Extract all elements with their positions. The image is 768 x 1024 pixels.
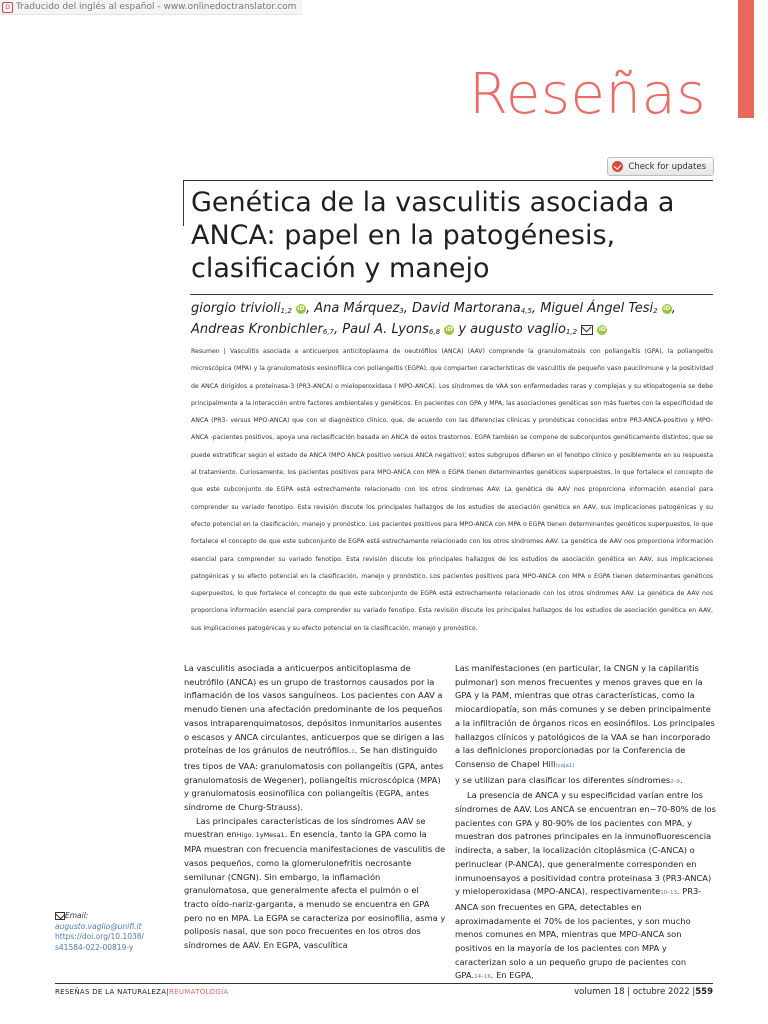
citation-link[interactable]: 14–16 <box>474 974 491 981</box>
author-name[interactable]: David Martorana <box>412 301 521 316</box>
body-text: La vasculitis asociada a anticuerpos anticitoplasma de neutrófilo (ANCA) es un grupo de trastornos causados por la inflamación de los vasos sanguíneos. Los pacientes con AAV a menudo tienen una afectación predominante de los pequeños vasos intraparenquimatosos, depósitos inmunitarios ausentes o escasos y ANCA circulantes, anticuerpos que se dirigen a las proteínas de los gránulos de neutrófilos. <box>184 663 445 756</box>
orcid-icon[interactable]: iD <box>297 304 305 312</box>
author-affiliation: 6,8 <box>428 328 441 336</box>
body-paragraph: Las manifestaciones (en particular, la CNGN y la capilaritis pulmonar) son menos frecuentes y menos graves que en la GPA y la PAM, mientras que otras características, como la miocardiopatía, son más comunes y se deben principalmente a la infiltración de órganos ricos en eosinófilos. Los principales hallazgos clínicos y patológicos de la VAA se han incorporado a las definiciones proporcionadas por la Conferencia de Consenso de Chapel Hill(caja1) y se utilizan para clasificar los diferentes síndromes2–9. <box>455 663 715 785</box>
orcid-icon[interactable]: iD <box>663 304 671 312</box>
body-text: . En EGPA, <box>490 970 534 981</box>
author-name[interactable]: Paul A. Lyons <box>342 322 429 337</box>
abstract: Resumen | Vasculitis asociada a anticuerpos anticitoplasma de neutrófilos (ANCA) (AAV) comprende la granulomatosis con poliangeítis (GPA), la poliangeítis microscópica (MPA) y la granulomatosis eosinofílica con poliangeítis (EGPA), que comparten características de vasculitis de pequeño vaso paucilnmune y la positividad de ANCA dirigidos a proteinasa-3 (PR3-ANCA) o mieloperoxidasa ( MPO-ANCA). Los síndromes de VAA son enfermedades raras y complejas y su etiopatogenia se debe principalmente a la interacción entre factores ambientales y genéticos. En pacientes con GPA y MPA, las asociaciones genéticas son más fuertes con la especificidad de ANCA (PR3- versus MPO-ANCA) que con el diagnóstico clínico, que, de acuerdo con las diferencias clínicas y pronósticas conocidas entre PR3-ANCA-positivo y MPO-ANCA -pacientes positivos, apoya una reclasificación basada en ANCA de estos trastornos. EGPA también se compone de subconjuntos genéticamente distintos, que se puede estratificar según el estado de ANCA (MPO ANCA positivo versus ANCA negativo); estos subgrupos difieren en el fenotipo clínico y posiblemente en su respuesta al tratamiento. Curiosamente, los pacientes positivos para MPO-ANCA con MPA o EGPA tienen determinantes genéticos superpuestos, lo que fortalece el concepto de que este subconjunto de EGPA está estrechamente relacionado con los otros síndromes AAV. La genética de AAV nos proporciona información esencial para comprender su variado fenotipo. Esta revisión discute los principales hallazgos de los estudios de asociación genética en AAV, sus implicaciones patogénicas y su efecto potencial en la clasificación, manejo y pronóstico. Los pacientes positivos para MPO-ANCA con MPA o EGPA tienen determinantes genéticos superpuestos, lo que fortalece el concepto de que este subconjunto de EGPA está estrechamente relacionado con los otros síndromes AAV. La genética de AAV nos proporciona información esencial para comprender su variado fenotipo. Esta revisión discute los principales hallazgos de los estudios de asociación genética en AAV, sus implicaciones patogénicas y su efecto potencial en la clasificación, manejo y pronóstico. Los pacientes positivos para MPO-ANCA con MPA o EGPA tienen determinantes genéticos superpuestos, lo que fortalece el concepto de que este subconjunto de EGPA está estrechamente relacionado con los otros síndromes AAV. La genética de AAV nos proporciona información esencial para comprender su variado fenotipo. Esta revisión discute los principales hallazgos de los estudios de asociación genética en AAV, sus implicaciones patogénicas y su efecto potencial en la clasificación, manejo y pronóstico. <box>191 348 713 632</box>
title-rule-top <box>183 180 713 181</box>
body-paragraph <box>455 789 717 985</box>
email-icon[interactable] <box>581 325 593 335</box>
footer-rule <box>55 983 713 984</box>
correspondence-block <box>55 911 165 953</box>
article-title: Genética de la vasculitis asociada a ANCA: papel en la patogénesis, clasificación y manejo <box>191 187 675 284</box>
title-rule-left <box>183 180 184 226</box>
section-title: Reseñas <box>469 62 706 127</box>
author-name[interactable]: giorgio trivioli <box>191 301 281 316</box>
issue-info: volumen 18 | octubre 2022 | <box>574 987 696 997</box>
check-for-updates-button[interactable] <box>607 157 714 176</box>
journal-name: RESEÑAS DE LA NATURALEZA <box>55 988 167 996</box>
check-updates-icon <box>612 161 623 172</box>
author-name[interactable]: Miguel Ángel Tesi <box>540 301 654 316</box>
footer-issue <box>574 987 713 997</box>
author-affiliation: 4,5 <box>520 307 532 315</box>
author-affiliation: 1,2 <box>565 328 578 336</box>
author-name[interactable]: Ana Márquez <box>314 301 400 316</box>
email-label: Email: <box>65 911 89 920</box>
email-line <box>55 911 165 922</box>
check-updates-label: Check for updates <box>628 161 706 172</box>
email-link[interactable]: augusto.vaglio@unifi.it <box>55 921 142 931</box>
author-name[interactable]: Andreas Kronbichler <box>191 322 323 337</box>
footer-journal <box>55 988 229 996</box>
email-icon <box>55 912 65 920</box>
body-text: Las manifestaciones (en particular, la CNGN y la capilaritis pulmonar) son menos frecuentes y menos graves que en la GPA y la PAM, mientras que otras características, como la miocardiopatía, son más comunes y se deben principalmente a la infiltración de órganos ricos en eosinófilos. Los principales hallazgos clínicos y patológicos de la VAA se han incorporado a las definiciones proporcionadas por la Conferencia de Consenso de Chapel Hill <box>455 663 715 769</box>
author-affiliation: 2 <box>653 307 658 315</box>
author-name[interactable]: y augusto vaglio <box>458 322 566 337</box>
banner-text: Traducido del inglés al español - www.onlinedoctranslator.com <box>16 2 297 12</box>
body-text: . En esencia, tanto la GPA como la MPA muestran con frecuencia manifestaciones de vasculitis de vasos pequeños, como la glomerulonefritis necrosante semilunar (CNGN). Sin embargo, la inflamación granulomatosa, que generalmente afecta el pulmón o el tracto oído-nariz-garganta, a menudo se encuentra en GPA pero no en MPA. La EGPA se caracteriza por eosinofilia, asma y poliposis nasal, que son poco frecuentes en los otros dos síndromes de AAV. En EGPA, vasculítica <box>184 829 446 951</box>
page-number: 559 <box>695 987 713 997</box>
orcid-icon[interactable]: iD <box>598 325 606 333</box>
body-column-right <box>455 662 717 985</box>
box-link[interactable]: (caja1) <box>555 762 575 769</box>
orcid-icon[interactable]: iD <box>445 325 453 333</box>
body-column-left <box>184 662 446 953</box>
body-text: Las principales características de los síndromes AAV se muestran en <box>184 815 426 840</box>
body-paragraph <box>184 662 446 815</box>
body-text: La presencia de ANCA y su especificidad varían entre los síndromes de AAV. Los ANCA se encuentran en~70-80% de los pacientes con GPA y 80-90% de los pacientes con MPA, y muestran dos patrones principales en la inmunofluorescencia indirecta, a saber, la localización citoplásmica (C-ANCA) o perinuclear (P-ANCA), que generalmente corresponden en inmunoensayos a positividad contra proteinasa 3 (PR3-ANCA) y mieloperoxidasa (MPO-ANCA), respectivamente <box>455 790 716 897</box>
author-list: giorgio trivioli$_{1,2}$ iD, Ana Márquez$_3$, David Martorana$_{4,5}$, Miguel Ángel Tesi$_2$ iD, Andreas Kronbichler$_{6,7}$, Paul A. Lyons$_{6,8}$ iD y augusto vaglio$_{1,2}$ iD <box>191 301 676 337</box>
citation-link[interactable]: 10–13 <box>660 890 677 897</box>
doi-link[interactable]: https://doi.org/10.1038/ <box>55 932 145 941</box>
footer-separator: | <box>166 988 169 996</box>
author-affiliation: 1,2 <box>280 307 292 315</box>
body-text: y se utilizan para clasificar los diferentes síndromes <box>455 774 671 785</box>
citation-link[interactable]: 2–9 <box>670 778 680 785</box>
figure-link[interactable]: Higo. 1yMesa1 <box>236 831 285 840</box>
body-text: . Se han distinguido tres tipos de VAA: granulomatosis con poliangeítis (GPA, antes granulomatosis de Wegener), poliangeítis microscópica (MPA) y granulomatosis eosinofílica con poliangeítis (EGPA, antes síndrome de Churg-Strauss). <box>184 745 444 813</box>
citation-link[interactable]: 1 <box>351 749 355 756</box>
translate-icon: D <box>2 2 13 13</box>
body-text: . PR3-ANCA son frecuentes en GPA, detectables en aproximadamente el 70% de los pacientes, y son mucho menos comunes en MPA, mientras que MPO-ANCA son positivos en la mayoría de los pacientes con MPA y caracterizan solo a un pequeño grupo de pacientes con GPA. <box>455 886 702 981</box>
section-accent-bar <box>738 0 754 118</box>
translation-banner[interactable] <box>0 0 302 15</box>
journal-section: REUMATOLOGÍA <box>169 988 229 996</box>
doi-link-continued[interactable]: s41584-022-00819-y <box>55 942 134 952</box>
author-affiliation: 3 <box>399 307 404 315</box>
body-paragraph <box>184 815 446 953</box>
title-rule-bottom <box>190 294 713 295</box>
author-affiliation: 6,7 <box>322 328 335 336</box>
